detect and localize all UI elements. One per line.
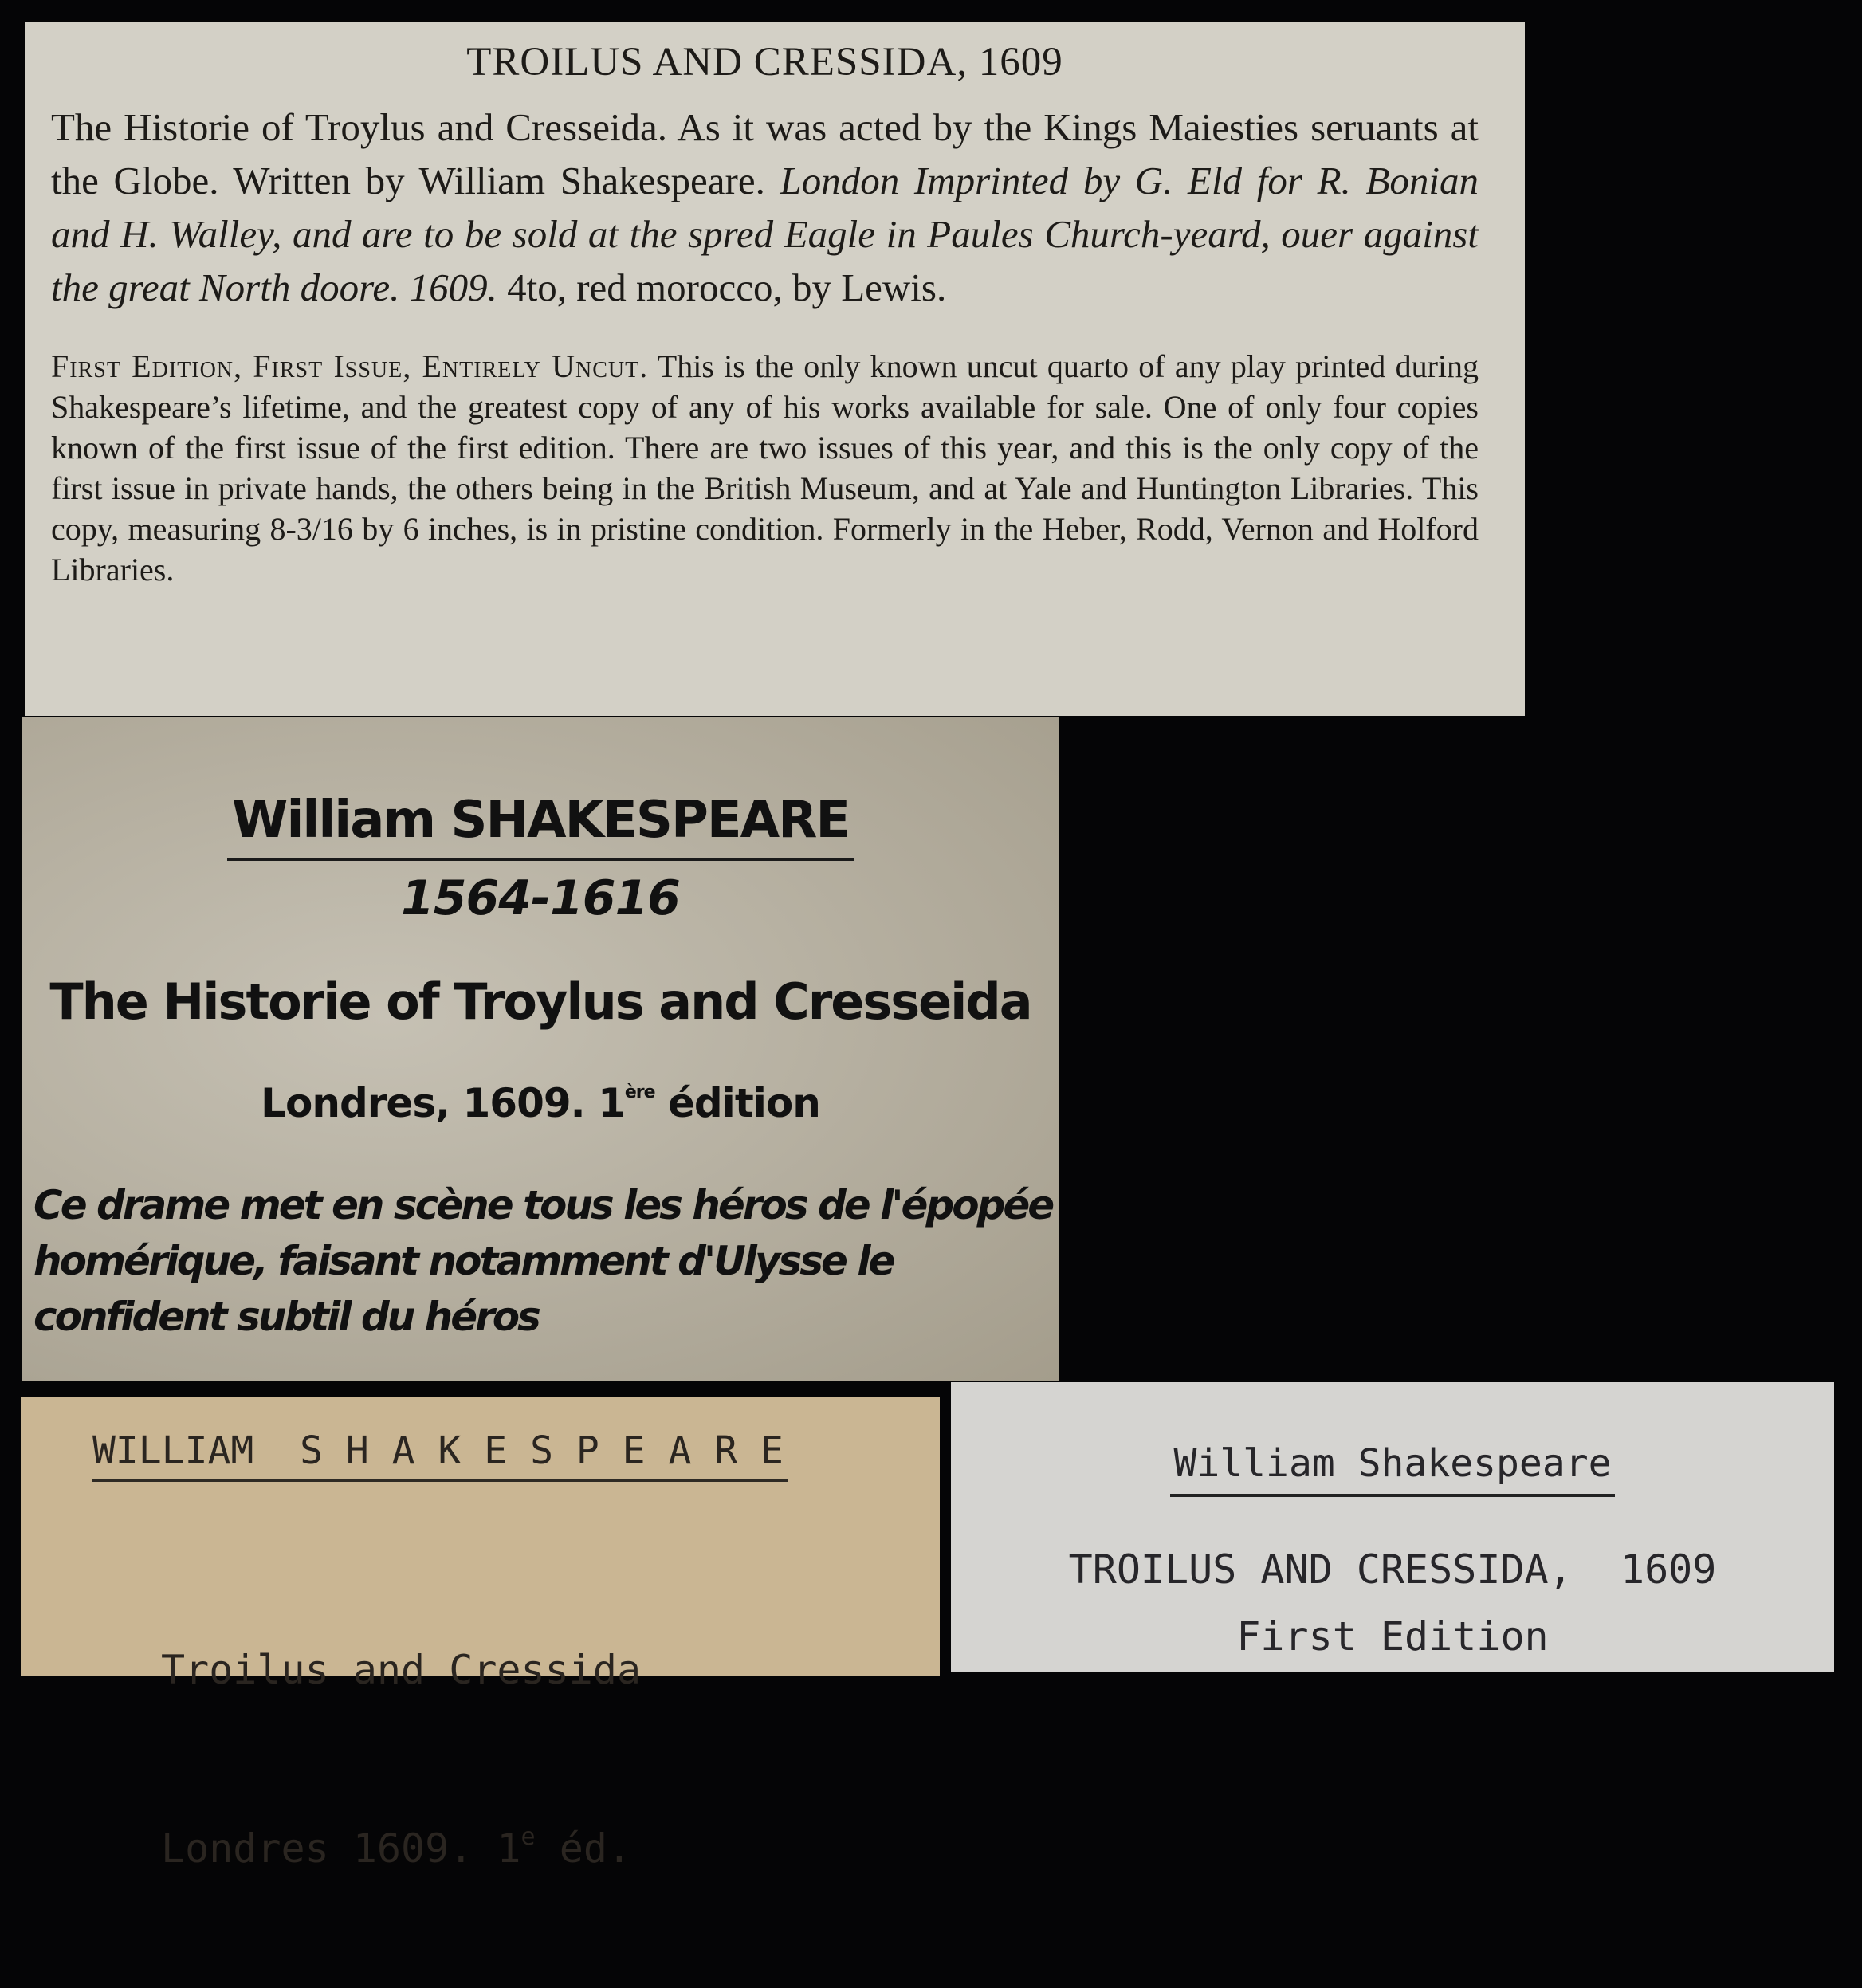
typed-label-tan bbox=[21, 1397, 940, 1872]
publication-suffix: édition bbox=[667, 1080, 820, 1126]
typed-work bbox=[161, 1530, 641, 1988]
publication-superscript: ère bbox=[624, 1082, 655, 1102]
grey-label-work: TROILUS AND CRESSIDA, 1609 bbox=[1068, 1546, 1717, 1593]
note-text: This is the only known uncut quarto of any play printed during Shakespeare’s lifetime, and the greatest copy of any of his works available for sale. One of only four copies known of the first issue of the first edition. There are two issues of this year, and this is the only copy of the first issue in private hands, the others being in the British Museum, and at Yale and Huntington Libraries. This copy, measuring 8-3/16 by 6 inches, is in pristine condition. Formerly in the Heber, Rodd, Vernon and Holford Libraries. bbox=[51, 348, 1479, 588]
catalogue-clipping bbox=[25, 22, 1525, 716]
typed-author: WILLIAM S H A K E S P E A R E bbox=[92, 1428, 788, 1482]
author-name: William SHAKESPEARE bbox=[227, 791, 854, 861]
grey-author-name: William Shakespeare bbox=[1170, 1441, 1614, 1497]
entry-binding: 4to, red morocco, by Lewis. bbox=[507, 265, 947, 310]
work-description: Ce drame met en scène tous les héros de l'épopée homérique, faisant notamment d'Ulysse le confident subtil du héros bbox=[33, 1182, 1053, 1340]
typed-work-line2-superscript: e bbox=[520, 1823, 536, 1851]
publication-text: Londres, 1609. 1 bbox=[261, 1080, 625, 1126]
work-title: The Historie of Troylus and Cresseida bbox=[49, 972, 1031, 1031]
grey-label-edition: First Edition bbox=[1236, 1613, 1549, 1660]
entry-imprint: London Imprinted by G. Eld for R. Bonian and H. Walley, and are to be sold at the spred Eagle in Paules Church-yeard, ouer against the great North doore. 1609. bbox=[51, 159, 1479, 310]
clipping-entry bbox=[51, 100, 1479, 314]
typed-work-line2-suffix: éd. bbox=[559, 1825, 632, 1872]
french-label-author bbox=[22, 791, 1059, 861]
entry-text: The Historie of Troylus and Cresseida. As it was acted by the Kings Maiesties seruants at the Globe. Written by William Shakespeare. bbox=[51, 105, 1479, 203]
publication-line bbox=[22, 1080, 1059, 1126]
typed-work-line2 bbox=[161, 1809, 641, 1876]
clipping-note bbox=[51, 346, 1479, 590]
typed-work-line2-text: Londres 1609. 1 bbox=[161, 1825, 521, 1872]
note-heading: First Edition, First Issue, Entirely Uncut. bbox=[51, 348, 649, 385]
typed-label-grey bbox=[951, 1382, 1834, 1672]
typed-work-line1: Troilus and Cressida bbox=[161, 1647, 642, 1693]
french-label bbox=[22, 717, 1059, 1381]
author-dates: 1564-1616 bbox=[401, 870, 680, 926]
clipping-title: TROILUS AND CRESSIDA, 1609 bbox=[466, 40, 1063, 84]
grey-label-author bbox=[951, 1441, 1834, 1497]
